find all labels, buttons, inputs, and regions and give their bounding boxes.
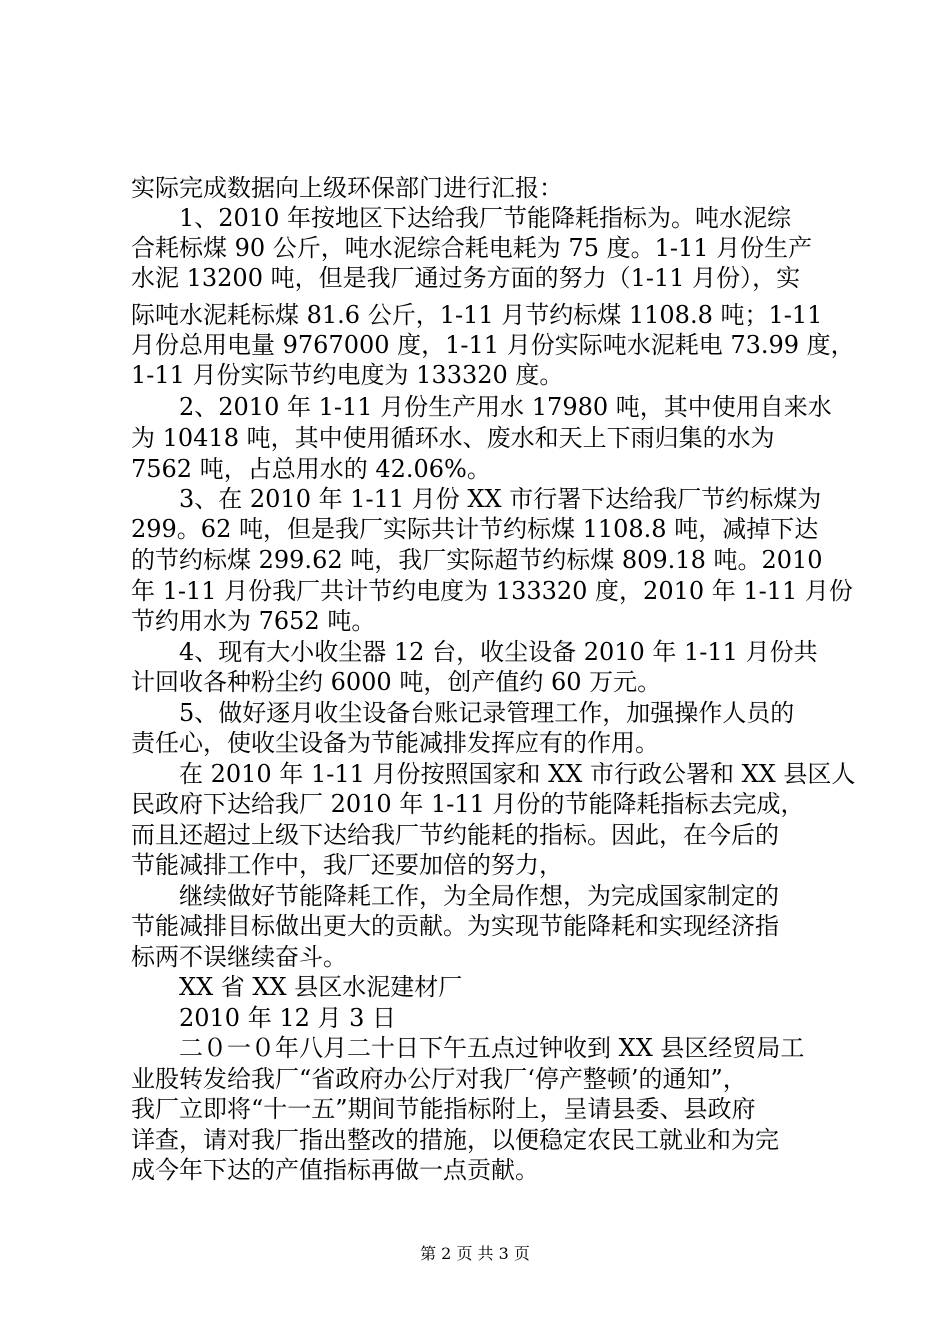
text-line: 水泥 13200 吨，但是我厂通过务方面的努力（1-11 月份），实 [131, 264, 801, 292]
text-line: 1-11 月份实际节约电度为 133320 度。 [131, 361, 564, 389]
text-line: 为 10418 吨，其中使用循环水、废水和天上下雨归集的水为 [131, 424, 775, 452]
text-line: 二０一０年八月二十日下午五点过钟收到 XX 县区经贸局工 [131, 1034, 805, 1062]
text-line: 我厂立即将“十一五”期间节能指标附上，呈请县委、县政府 [131, 1095, 756, 1123]
text-line: 5、做好逐月收尘设备台账记录管理工作，加强操作人员的 [131, 699, 795, 727]
page-number-footer: 第 2 页 共 3 页 [420, 1244, 530, 1263]
text-line: 实际完成数据向上级环保部门进行汇报： [131, 174, 563, 202]
text-line: 详查，请对我厂指出整改的措施，以便稳定农民工就业和为完 [131, 1126, 779, 1154]
text-line: 3、在 2010 年 1-11 月份 XX 市行署下达给我厂节约标煤为 [131, 485, 822, 513]
text-line: 计回收各种粉尘约 6000 吨，创产值约 60 万元。 [131, 668, 662, 696]
text-line: 责任心，使收尘设备为节能减排发挥应有的作用。 [131, 729, 659, 757]
organization-signature: XX 省 XX 县区水泥建材厂 [131, 973, 463, 1001]
document-date: 2010 年 12 月 3 日 [131, 1004, 397, 1032]
text-line: 年 1-11 月份我厂共计节约电度为 133320 度，2010 年 1-11 月份 [131, 577, 853, 605]
text-line: 标两不误继续奋斗。 [131, 943, 347, 971]
text-line: 业股转发给我厂“省政府办公厅对我厂‘停产整顿’的通知”， [131, 1065, 747, 1093]
text-line: 299。62 吨，但是我厂实际共计节约标煤 1108.8 吨，减掉下达 [131, 515, 819, 543]
text-line: 月份总用电量 9767000 度，1-11 月份实际吨水泥耗电 73.99 度， [131, 331, 855, 359]
text-line: 而且还超过上级下达给我厂节约能耗的指标。因此，在今后的 [131, 821, 779, 849]
text-line: 在 2010 年 1-11 月份按照国家和 XX 市行政公署和 XX 县区人 [131, 760, 856, 788]
text-line: 4、现有大小收尘器 12 台，收尘设备 2010 年 1-11 月份共 [131, 638, 818, 666]
text-line: 的节约标煤 299.62 吨，我厂实际超节约标煤 809.18 吨。2010 [131, 546, 823, 574]
text-line: 2、2010 年 1-11 月份生产用水 17980 吨，其中使用自来水 [131, 393, 832, 421]
text-line: 继续做好节能降耗工作，为全局作想，为完成国家制定的 [131, 882, 779, 910]
text-line: 合耗标煤 90 公斤，吨水泥综合耗电耗为 75 度。1-11 月份生产 [131, 234, 813, 262]
text-line: 成今年下达的产值指标再做一点贡献。 [131, 1156, 539, 1184]
text-line: 节约用水为 7652 吨。 [131, 607, 376, 635]
text-line: 1、2010 年按地区下达给我厂节能降耗指标为。吨水泥综 [131, 204, 791, 232]
text-line: 民政府下达给我厂 2010 年 1-11 月份的节能降耗指标去完成， [131, 790, 805, 818]
text-line: 7562 吨，占总用水的 42.06%。 [131, 455, 491, 483]
text-line: 际吨水泥耗标煤 81.6 公斤，1-11 月节约标煤 1108.8 吨；1-11 [131, 301, 823, 329]
text-line: 节能减排目标做出更大的贡献。为实现节能降耗和实现经济指 [131, 912, 779, 940]
text-line: 节能减排工作中，我厂还要加倍的努力， [131, 851, 563, 879]
